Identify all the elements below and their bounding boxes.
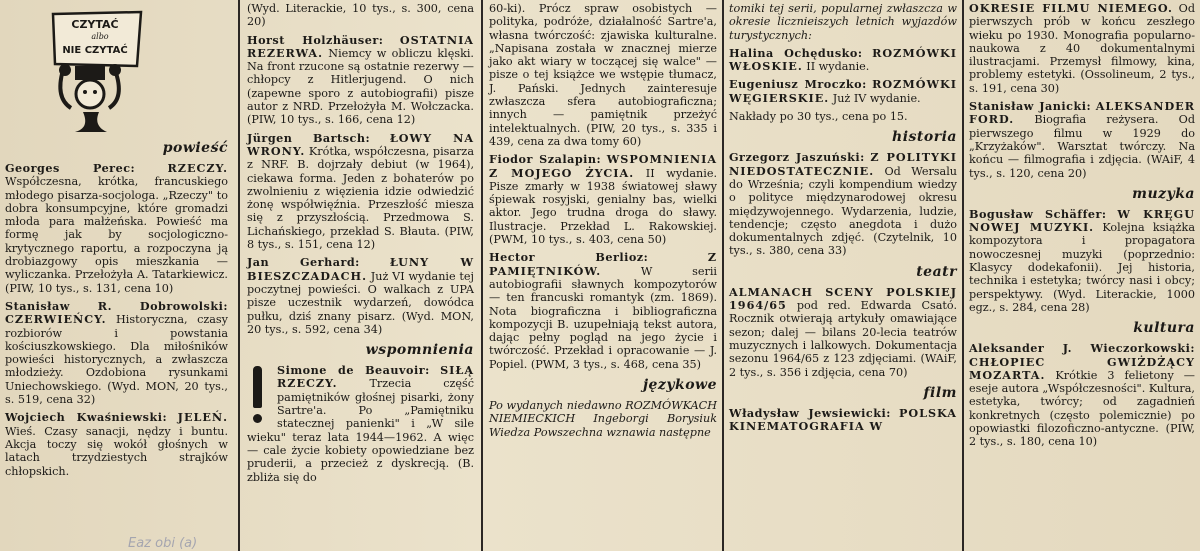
book-entry [969, 342, 1195, 448]
handwritten-margin-note: Eaz obi (a) [128, 536, 198, 551]
book-title: CZERWIEŃCY. [5, 312, 107, 327]
section-header-teatr: teatr [916, 263, 957, 280]
book-entry [489, 153, 717, 246]
book-author: Hector Berlioz: [489, 250, 649, 265]
column-1 [0, 0, 233, 551]
book-description: W serii autobiografii sławnych kompozytorów — ten francuski romantyk (zm. 1869). Nota biograficzna i bibliograficzna kompozycji B. uzupełniają tekst autora, dając pełny pogląd na jego życie i twórczość. Przekład i opracowanie — J. Popiel. (PWM, 3 tys., s. 468, cena 35) [489, 264, 718, 371]
section-header-kultura: kultura [1133, 320, 1195, 337]
book-description: Historyczna, czasy rozbiorów i powstania kościuszkowskiego. Dla miłośników powieści historycznych, a zwłaszcza młodzieży. Ozdobiona rysunkami Uniechowskiego. (Wyd. MON, 20 tys., s. 519, cena 32) [5, 313, 228, 407]
book-description: Krótkie 3 felietony — eseje autora „Współczesności". Kultura, estetyka, twórcy; od zagadnień konkretnych (często polemicznie) po opowiastki filozoficzno-antyczne. (PIW, 2 tys., s. 180, cena 10) [969, 368, 1195, 449]
book-description: pod red. Edwarda Csató. Rocznik otwierają artykuły omawiające sezon; dalej — bilans 20-lecia teatrów muzycznych i lalkowych. Dokumentacja sezonu 1964/65 z 123 zdjęciami. (WAiF, 2 tys., s. 356 i zdjęcia, cena 70) [729, 299, 958, 379]
intro-text: Po wydanych niedawno ROZMÓWKACH NIEMIECKICH Ingeborgi Borysiuk Wiedza Powszechna wznawia następne [489, 399, 717, 439]
section-header-muzyka: muzyka [1132, 185, 1195, 202]
column-4 [724, 0, 962, 551]
book-author: Fiodor Szalapin: [489, 152, 602, 167]
book-entry [969, 2, 1195, 95]
book-entry [247, 34, 474, 127]
logo-line3: NIE CZYTAĆ [62, 45, 128, 56]
book-author: Horst Holzhäuser: [247, 32, 384, 47]
book-title: ŁOWY NA WRONY. [247, 130, 475, 158]
book-description: Trzecia część pamiętników głośnej pisarki, żony Sartre'a. Po „Pamiętniku statecznej panienki" i „W sile wieku" teraz lata 1944—1962. A więc — cale życie kobiety opowiedziane bez pruderii, a przecież z dyskrecją. (B. zbliża się do [247, 377, 474, 484]
column-2 [242, 0, 479, 551]
exclamation-icon [247, 366, 271, 426]
book-title: OKRESIE FILMU NIEMEGO. [969, 1, 1173, 15]
book-description: II wydanie. Pisze zmarły w 1938 światowej sławy śpiewak rosyjski, genialny bas, wielki aktor. Jego trudna droga do sławy. Ilustracje. Przekład L. Rakowskiej. (PWM, 10 tys., s. 403, cena 50) [489, 166, 717, 247]
book-description: Współczesna, krótka, francuskiego młodego pisarza-socjologa. „Rzeczy" to dobra konsumpcyjne, które gromadzi młoda para małżeńska. Powieść ma formę jak by socjologiczno-krytycznego raportu, a rozpoczyna ją drobiazgowy opis mieszkania — wyliczanka. Przełożyła A. Tatarkiewicz. (PIW, 10 tys., s. 131, cena 10) [5, 175, 228, 295]
print-run-note: Nakłady po 30 tys., cena po 15. [729, 110, 908, 124]
book-description: Kolejna książka kompozytora i propagatora nowoczesnej muzyki (poprzednio: Klasycy dodekafonii). Jej historia, technika i estetyka; twórcy nasi i obcy; perspektywy. (Wyd. Literackie, 1000 egz., s. 284, cena 28) [969, 221, 1195, 314]
book-description: Od pierwszych prób w końcu zeszłego wieku po 1930. Monografia popularno-naukowa z 40 dokumentalnymi ilustracjami. Przemysł filmowy, kina, problemy estetyki. (Ossolineum, 2 tys., s. 191, cena 30) [969, 2, 1195, 95]
continued-text: (Wyd. Literackie, 10 tys., s. 300, cena 20) [247, 2, 474, 29]
book-entry [247, 364, 474, 484]
logo-line1: CZYTAĆ [71, 18, 119, 31]
book-entry [969, 100, 1195, 180]
book-description: II wydanie. [806, 60, 870, 74]
book-entry [729, 286, 957, 379]
column-5 [964, 0, 1200, 551]
book-title: ALEKSANDER FORD. [969, 99, 1195, 127]
book-entry [729, 151, 957, 257]
book-author: Simone de Beauvoir: [277, 363, 430, 378]
book-description: Wieś. Czasy sanacji, nędzy i buntu. Akcja toczy się wokół głośnych w latach trzydziestych strajków chłopskich. [5, 424, 228, 478]
book-author: Wojciech Kwaśniewski: [5, 410, 168, 425]
book-title: RZECZY. [167, 161, 228, 175]
book-author: Eugeniusz Mroczko: [729, 77, 867, 92]
book-title: ROZMÓWKI WĘGIERSKIE. [729, 77, 957, 105]
section-header-jezykowe: językowe [642, 377, 717, 394]
book-entry [247, 132, 474, 252]
book-entry [729, 78, 957, 105]
book-entry [247, 256, 474, 336]
book-entry [489, 251, 717, 371]
book-entry [5, 411, 228, 477]
book-description: Już IV wydanie. [832, 91, 921, 105]
book-author: Bogusław Schäffer: [969, 206, 1107, 221]
book-title: Z PAMIĘTNIKÓW. [489, 250, 717, 278]
section-header-film: film [923, 384, 957, 401]
book-author: Aleksander J. Wieczorkowski: [969, 341, 1195, 356]
book-description: Od Wersalu do Września; czyli kompendium wiedzy o polityce międzynarodowej okresu międzywojennego. Wydarzenia, ludzie, tendencje; często anegdota i dużo dokumentalnych zdjęć. (Czytelnik, 10 tys., s. 380, cena 33) [729, 164, 957, 258]
book-author: Jan Gerhard: [247, 255, 360, 270]
continued-text: 60-ki). Prócz spraw osobistych — polityka, podróże, działalność Sartre'a, własna twórczość: zjawiska kulturalne. „Napisana została w znacznej mierze jako akt wiary w toczącej się walce" — pisze o tej książce we wstępie tłumacz, J. Pański. Jednych zainteresuje zwłaszcza sfera autobiograficzna; innych — pamiętnik przeżyć intelektualnych. (PIW, 20 tys., s. 335 i 439, cena za dwa tomy 60) [489, 2, 717, 148]
continued-text: tomiki tej serii, popularnej zwłaszcza w okresie licznieiszych letnich wyjazdów turystycznych: [729, 2, 957, 42]
book-title: SIŁĄ RZECZY. [277, 363, 474, 391]
book-title: Z POLITYKI NIEDOSTATECZNIE. [729, 150, 957, 178]
book-description: Biografia reżysera. Od pierwszego filmu w 1929 do „Krzyżaków". Warsztat twórczy. Na końcu — filmografia i zdjęcia. (WAiF, 4 tys., s. 120, cena 20) [969, 113, 1195, 180]
column-3 [484, 0, 722, 551]
book-description: Krótka, współczesna, pisarza z NRF. B. dojrzały debiut (w 1964), ciekawa forma. Jeden z bohaterów po zwolnieniu z więzienia idzie odwiedzić żonę współwięźnia. Przeszłość miesza się z przyszłością. Przedmowa S. Lichańskiego, przekład S. Błauta. (PIW, 8 tys., s. 151, cena 12) [247, 144, 474, 252]
book-author: Władysław Jewsiewicki: [729, 405, 891, 420]
book-title: POLSKA KINEMATOGRAFIA W [729, 405, 957, 434]
logo-line2: albo [91, 32, 109, 41]
book-author: Jürgen Bartsch: [247, 130, 371, 145]
section-header-wspomnienia: wspomnienia [365, 342, 474, 359]
book-author: Grzegorz Jaszuński: [729, 150, 865, 165]
book-entry [5, 300, 228, 406]
column-divider [238, 0, 240, 551]
book-title: WSPOMNIENIA Z MOJEGO ŻYCIA. [489, 152, 717, 180]
section-header-historia: historia [892, 129, 957, 146]
book-entry [729, 407, 957, 434]
book-description: Już VI wydanie tej poczytnej powieści. O walkach z UPA pisze uczestnik wydarzeń, dowódca pułku, dziś znany pisarz. (Wyd. MON, 20 tys., s. 592, cena 34) [247, 269, 474, 336]
section-header-powiesc: powieść [162, 140, 228, 156]
book-entry [729, 47, 957, 74]
book-entry [5, 162, 228, 295]
book-author: Halina Ochędusko: [729, 45, 863, 60]
reader-figure-icon [45, 8, 149, 134]
book-title: ŁUNY W BIESZCZADACH. [247, 255, 475, 283]
book-title: JELEŃ. [177, 410, 228, 425]
book-title: ROZMÓWKI WŁOSKIE. [729, 45, 957, 74]
book-author: Stanisław Janicki: [969, 99, 1092, 114]
book-entry [969, 208, 1195, 314]
book-author: Georges Perec: [5, 161, 136, 175]
book-author: Stanisław R. Dobrowolski: [5, 298, 228, 313]
book-title: W KRĘGU NOWEJ MUZYKI. [969, 206, 1195, 235]
czytac-albo-nie-czytac-logo [45, 8, 149, 134]
book-title: ALMANACH SCENY POLSKIEJ 1964/65 [729, 284, 957, 313]
column-divider [481, 0, 483, 551]
book-title: OSTATNIA REZERWA. [247, 32, 474, 60]
book-description: Niemcy w obliczu klęski. Na front rzucone są ostatnie rezerwy — chłopcy z Hitlerjugend. O nich (zapewne sporo z autobiografii) pisze autor z NRD. Przełożyła M. Wołczacka. (PIW, 10 tys., s. 166, cena 12) [247, 46, 474, 127]
book-title: CHŁOPIEC GWIŻDŻĄCY MOZARTA. [969, 354, 1195, 382]
